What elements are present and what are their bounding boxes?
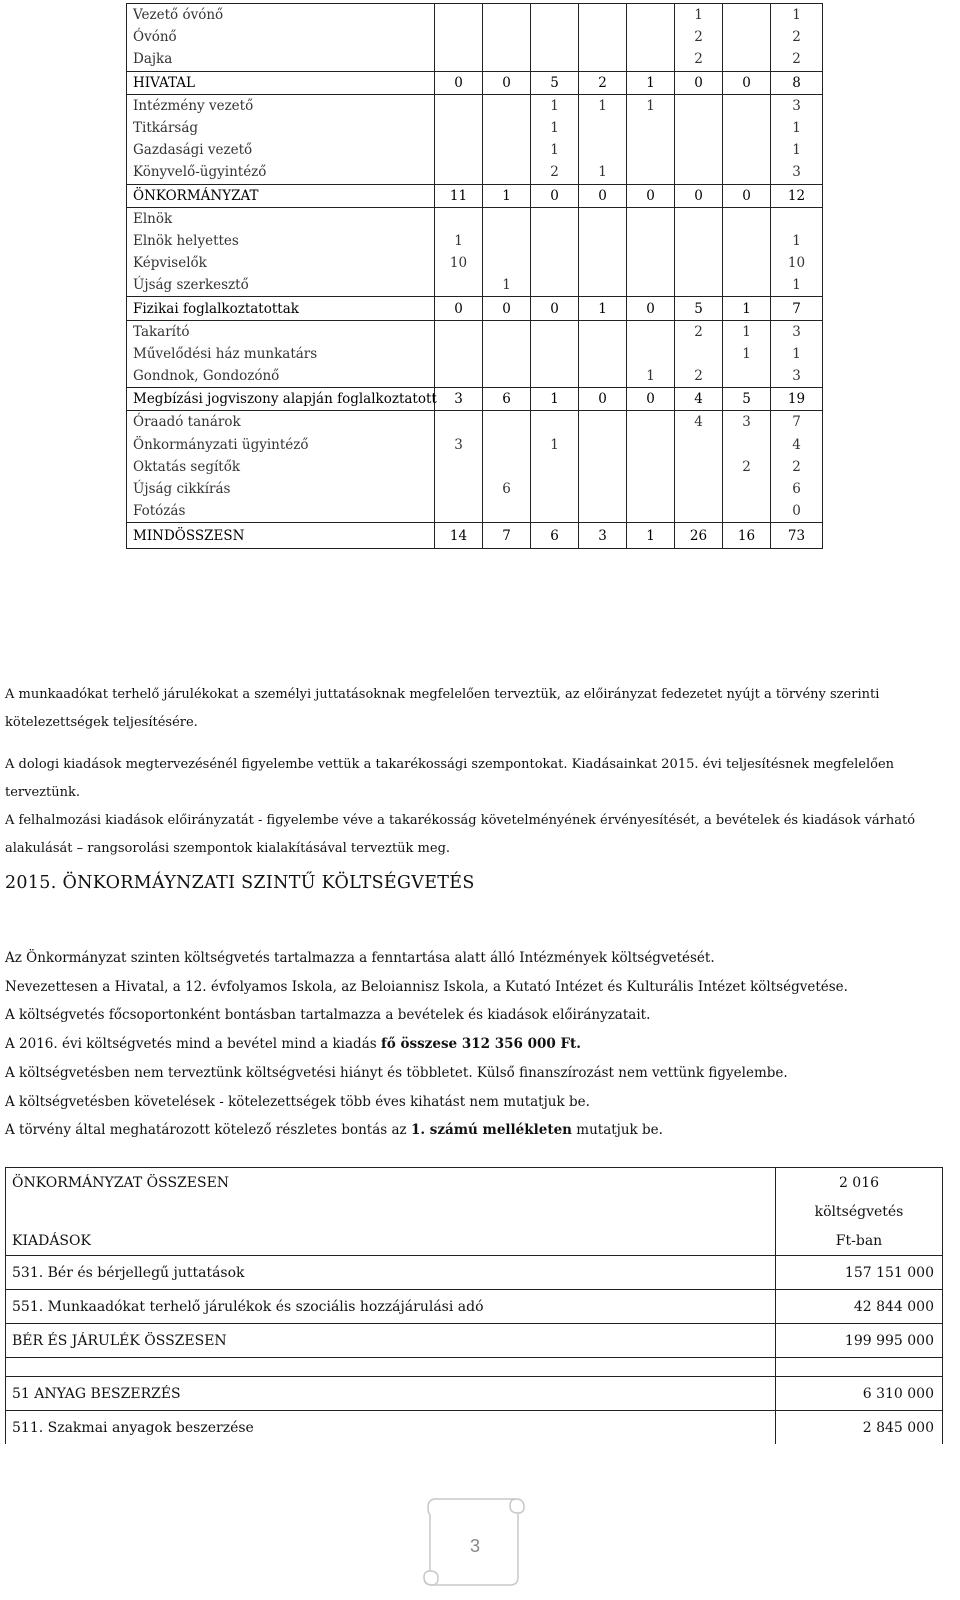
cell-value [483,252,531,274]
table-row [127,478,823,500]
cell-value [435,478,483,500]
staff-table [126,3,823,549]
cell-value: 1 [627,365,675,388]
cell-value [579,320,627,343]
cell-value [627,274,675,297]
budget-header-budget: költségvetés [776,1197,943,1226]
paragraph: A munkaadókat terhelő járulékokat a személyi juttatásoknak megfelelően terveztük, az előirányzat fedezetet nyújt a törvény szerinti kötelezettségek teljesítésére. [5,687,880,730]
cell-value [435,117,483,139]
cell-value [579,343,627,365]
text-line: Az Önkormányzat szinten költségvetés tartalmazza a fenntartása alatt álló Intézmények költségvetését. [5,950,715,966]
table-row [127,320,823,343]
cell-value [723,365,771,388]
cell-value [483,456,531,478]
cell-value [483,411,531,434]
cell-value: 2 [531,161,579,184]
cell-value [675,456,723,478]
cell-value [675,478,723,500]
budget-spacer-row [6,1358,943,1377]
budget-header-row [6,1197,943,1226]
cell-value [579,365,627,388]
cell-value [483,161,531,184]
cell-value [483,94,531,117]
cell-value: 73 [771,523,823,549]
cell-value: 10 [435,252,483,274]
cell-value [483,4,531,27]
cell-value [627,139,675,161]
budget-row [6,1377,943,1411]
group-row [127,297,823,320]
table-row [127,139,823,161]
cell-value [579,139,627,161]
cell-value [531,4,579,27]
cell-value [435,139,483,161]
budget-row-label: 531. Bér és bérjellegű juttatások [6,1256,776,1290]
cell-value [531,252,579,274]
cell-value: 0 [531,184,579,207]
budget-row-amount: 157 151 000 [776,1256,943,1290]
cell-value: 1 [579,161,627,184]
cell-value [627,434,675,456]
group-row [127,184,823,207]
cell-value: 26 [675,523,723,549]
cell-value: 3 [435,434,483,456]
cell-value: 16 [723,523,771,549]
cell-value [483,26,531,48]
cell-value [483,230,531,252]
cell-value [675,117,723,139]
row-label: Óraadó tanárok [127,411,435,434]
budget-table [5,1167,943,1444]
cell-value [723,4,771,27]
cell-value [579,500,627,523]
cell-value: 6 [483,388,531,411]
cell-value: 1 [627,523,675,549]
group-row [127,388,823,411]
cell-value [435,343,483,365]
text-line: Nevezettesen a Hivatal, a 12. évfolyamos Iskola, az Beloiannisz Iskola, a Kutató Intézet és Kulturális Intézet költségvetése. [5,978,848,995]
total-line [5,1030,950,1059]
cell-value: 4 [675,388,723,411]
cell-value [675,207,723,230]
cell-value: 2 [675,48,723,71]
annex-line [5,1116,950,1145]
cell-value [435,500,483,523]
cell-value [627,117,675,139]
budget-header-unit: Ft-ban [776,1226,943,1256]
cell-value: 1 [723,297,771,320]
table-row [127,343,823,365]
row-label: Titkárság [127,117,435,139]
cell-value [627,252,675,274]
cell-value: 3 [771,365,823,388]
annex-prefix: A törvény által meghatározott kötelező részletes bontás az [5,1122,411,1139]
cell-value: 3 [579,523,627,549]
budget-row [6,1324,943,1358]
cell-value [723,434,771,456]
budget-header-title: ÖNKORMÁNYZAT ÖSSZESEN [6,1168,776,1198]
cell-value [483,434,531,456]
cell-value [675,343,723,365]
budget-row-amount: 2 845 000 [776,1411,943,1445]
cell-value: 0 [435,297,483,320]
cell-value: 7 [483,523,531,549]
row-label: MINDÖSSZESN [127,523,435,549]
cell-value [579,252,627,274]
cell-value [627,411,675,434]
cell-value [579,207,627,230]
text-line: A költségvetésben követelések - kötelezettségek több éves kihatást nem mutatjuk be. [5,1093,590,1110]
cell-value: 2 [771,456,823,478]
cell-value: 1 [771,117,823,139]
cell-value [435,26,483,48]
cell-value [675,252,723,274]
cell-value: 1 [483,184,531,207]
cell-value [579,478,627,500]
cell-value [723,274,771,297]
text-line: A költségvetésben nem terveztünk költségvetési hiányt és többletet. Külső finanszírozást nem vettünk figyelembe. [5,1064,788,1081]
table-row [127,26,823,48]
cell-value [483,48,531,71]
cell-value [675,230,723,252]
cell-value [435,320,483,343]
cell-value [579,274,627,297]
cell-value: 2 [675,26,723,48]
row-label: Óvónő [127,26,435,48]
row-label: Önkormányzati ügyintéző [127,434,435,456]
budget-row-label: 51 ANYAG BESZERZÉS [6,1377,776,1411]
cell-value: 14 [435,523,483,549]
group-row [127,71,823,94]
cell-value: 3 [771,94,823,117]
budget-row [6,1290,943,1324]
cell-value [483,365,531,388]
cell-value [723,207,771,230]
cell-value: 0 [483,297,531,320]
cell-value: 0 [483,71,531,94]
section-title: 2015. ÖNKORMÁYNZATI SZINTŰ KÖLTSÉGVETÉS [5,873,475,893]
cell-value [723,117,771,139]
cell-value [435,4,483,27]
cell-value [435,456,483,478]
budget-row-label: BÉR ÉS JÁRULÉK ÖSSZESEN [6,1324,776,1358]
cell-value [531,320,579,343]
row-label: Képviselők [127,252,435,274]
cell-value: 2 [771,26,823,48]
cell-value [579,48,627,71]
table-row [127,274,823,297]
cell-value [675,434,723,456]
row-label: Gondnok, Gondozónő [127,365,435,388]
cell-value: 1 [531,94,579,117]
cell-value [579,117,627,139]
cell-value [531,343,579,365]
cell-value: 0 [579,184,627,207]
cell-value [723,161,771,184]
cell-value: 3 [771,320,823,343]
cell-value [483,500,531,523]
cell-value [531,411,579,434]
cell-value: 6 [771,478,823,500]
budget-row-label: 551. Munkaadókat terhelő járulékok és szociális hozzájárulási adó [6,1290,776,1324]
cell-value [531,207,579,230]
cell-value: 0 [579,388,627,411]
cell-value: 5 [723,388,771,411]
cell-value [723,230,771,252]
cell-value [531,26,579,48]
cell-value [723,500,771,523]
cell-value: 3 [435,388,483,411]
budget-header-row [6,1168,943,1198]
cell-value [435,411,483,434]
cell-value: 1 [483,274,531,297]
cell-value [723,94,771,117]
table-row [127,4,823,27]
row-label: ÖNKORMÁNYZAT [127,184,435,207]
cell-value: 1 [627,71,675,94]
row-label: Fotózás [127,500,435,523]
row-label: Elnök [127,207,435,230]
cell-value [675,161,723,184]
cell-value [675,500,723,523]
row-label: Elnök helyettes [127,230,435,252]
cell-value [483,207,531,230]
body-paragraphs [5,681,950,863]
cell-value: 4 [675,411,723,434]
cell-value: 1 [771,230,823,252]
row-label: Fizikai foglalkoztatottak [127,297,435,320]
cell-value: 1 [723,343,771,365]
cell-value [627,161,675,184]
cell-value: 0 [675,184,723,207]
budget-row-label: 511. Szakmai anyagok beszerzése [6,1411,776,1445]
cell-value: 1 [771,4,823,27]
cell-value [435,94,483,117]
budget-row-amount: 6 310 000 [776,1377,943,1411]
cell-value: 1 [531,117,579,139]
cell-value [435,207,483,230]
cell-value: 1 [435,230,483,252]
cell-value: 0 [435,71,483,94]
total-row [127,523,823,549]
page-number: 3 [469,1536,481,1556]
cell-value: 0 [627,297,675,320]
cell-value [723,139,771,161]
text-line: A költségvetés főcsoportonként bontásban tartalmazza a bevételek és kiadások előirányzatait. [5,1007,651,1024]
cell-value: 1 [723,320,771,343]
cell-value [627,456,675,478]
cell-value [531,456,579,478]
cell-value: 2 [675,365,723,388]
cell-value: 1 [627,94,675,117]
cell-value: 0 [627,184,675,207]
table-row [127,230,823,252]
cell-value [627,500,675,523]
cell-value [579,230,627,252]
cell-value [723,26,771,48]
row-label: Intézmény vezető [127,94,435,117]
cell-value: 1 [531,434,579,456]
cell-value [627,230,675,252]
row-label: Vezető óvónő [127,4,435,27]
cell-value [723,48,771,71]
row-label: Megbízási jogviszony alapján foglalkoztatott [127,388,435,411]
cell-value: 1 [531,388,579,411]
table-row [127,500,823,523]
cell-value: 1 [771,274,823,297]
cell-value: 2 [579,71,627,94]
budget-header-expenses: KIADÁSOK [6,1226,776,1256]
budget-header-row [6,1226,943,1256]
cell-value [435,161,483,184]
row-label: Gazdasági vezető [127,139,435,161]
cell-value [675,94,723,117]
table-row [127,207,823,230]
row-label: HIVATAL [127,71,435,94]
cell-value: 1 [531,139,579,161]
intro-lines [5,944,950,1145]
table-row [127,117,823,139]
cell-value: 5 [675,297,723,320]
cell-value [627,48,675,71]
cell-value: 1 [675,4,723,27]
annex-suffix: mutatjuk be. [571,1122,663,1139]
table-row [127,94,823,117]
cell-value [483,320,531,343]
budget-row [6,1256,943,1290]
cell-value [531,230,579,252]
cell-value: 7 [771,297,823,320]
paragraph: A dologi kiadások megtervezésénél figyelembe vettük a takarékossági szempontokat. Kiadásainkat 2015. évi teljesítésnek megfelelően terveztünk. [5,757,895,800]
cell-value: 7 [771,411,823,434]
cell-value: 10 [771,252,823,274]
row-label: Oktatás segítők [127,456,435,478]
annex-bold: 1. számú mellékleten [410,1122,572,1139]
budget-row-amount: 199 995 000 [776,1324,943,1358]
cell-value: 1 [579,297,627,320]
cell-value [483,343,531,365]
table-row [127,48,823,71]
cell-value [723,252,771,274]
cell-value [579,434,627,456]
cell-value [483,117,531,139]
cell-value: 3 [771,161,823,184]
total-line-bold: fő összese 312 356 000 Ft. [380,1036,581,1053]
cell-value: 6 [531,523,579,549]
table-row [127,434,823,456]
cell-value: 2 [771,48,823,71]
cell-value: 0 [675,71,723,94]
cell-value [579,411,627,434]
cell-value: 1 [579,94,627,117]
cell-value: 1 [771,343,823,365]
cell-value [531,48,579,71]
cell-value [531,478,579,500]
table-row [127,456,823,478]
row-label: Újság szerkesztő [127,274,435,297]
cell-value [675,139,723,161]
cell-value: 19 [771,388,823,411]
paragraph: A felhalmozási kiadások előirányzatát - figyelembe véve a takarékosság követelményének érvényesítését, a bevételek és kiadások várható alakulását – rangsorolási szempontok kialakításával terveztük meg. [5,813,916,856]
table-row [127,411,823,434]
cell-value: 11 [435,184,483,207]
cell-value: 8 [771,71,823,94]
cell-value [627,320,675,343]
cell-value [531,274,579,297]
cell-value [771,207,823,230]
cell-value [675,274,723,297]
cell-value: 6 [483,478,531,500]
table-row [127,365,823,388]
cell-value: 5 [531,71,579,94]
cell-value [627,4,675,27]
cell-value [627,343,675,365]
table-row [127,161,823,184]
row-label: Dajka [127,48,435,71]
budget-row-amount: 42 844 000 [776,1290,943,1324]
cell-value: 4 [771,434,823,456]
cell-value [531,500,579,523]
cell-value [579,4,627,27]
budget-row [6,1411,943,1445]
total-line-prefix: A 2016. évi költségvetés mind a bevétel mind a kiadás [5,1036,381,1053]
page-number-scroll [420,1495,530,1590]
cell-value [723,478,771,500]
cell-value: 0 [771,500,823,523]
cell-value: 0 [723,71,771,94]
row-label: Művelődési ház munkatárs [127,343,435,365]
cell-value [483,139,531,161]
cell-value: 2 [675,320,723,343]
cell-value: 0 [723,184,771,207]
cell-value [627,207,675,230]
cell-value [627,478,675,500]
cell-value [579,456,627,478]
cell-value [579,26,627,48]
cell-value [435,365,483,388]
cell-value [531,365,579,388]
cell-value [627,26,675,48]
cell-value [435,274,483,297]
cell-value: 0 [531,297,579,320]
cell-value: 12 [771,184,823,207]
table-row [127,252,823,274]
cell-value: 3 [723,411,771,434]
budget-header-year: 2 016 [776,1168,943,1198]
cell-value [435,48,483,71]
row-label: Újság cikkírás [127,478,435,500]
cell-value: 2 [723,456,771,478]
cell-value: 0 [627,388,675,411]
cell-value: 1 [771,139,823,161]
row-label: Könyvelő-ügyintéző [127,161,435,184]
row-label: Takarító [127,320,435,343]
